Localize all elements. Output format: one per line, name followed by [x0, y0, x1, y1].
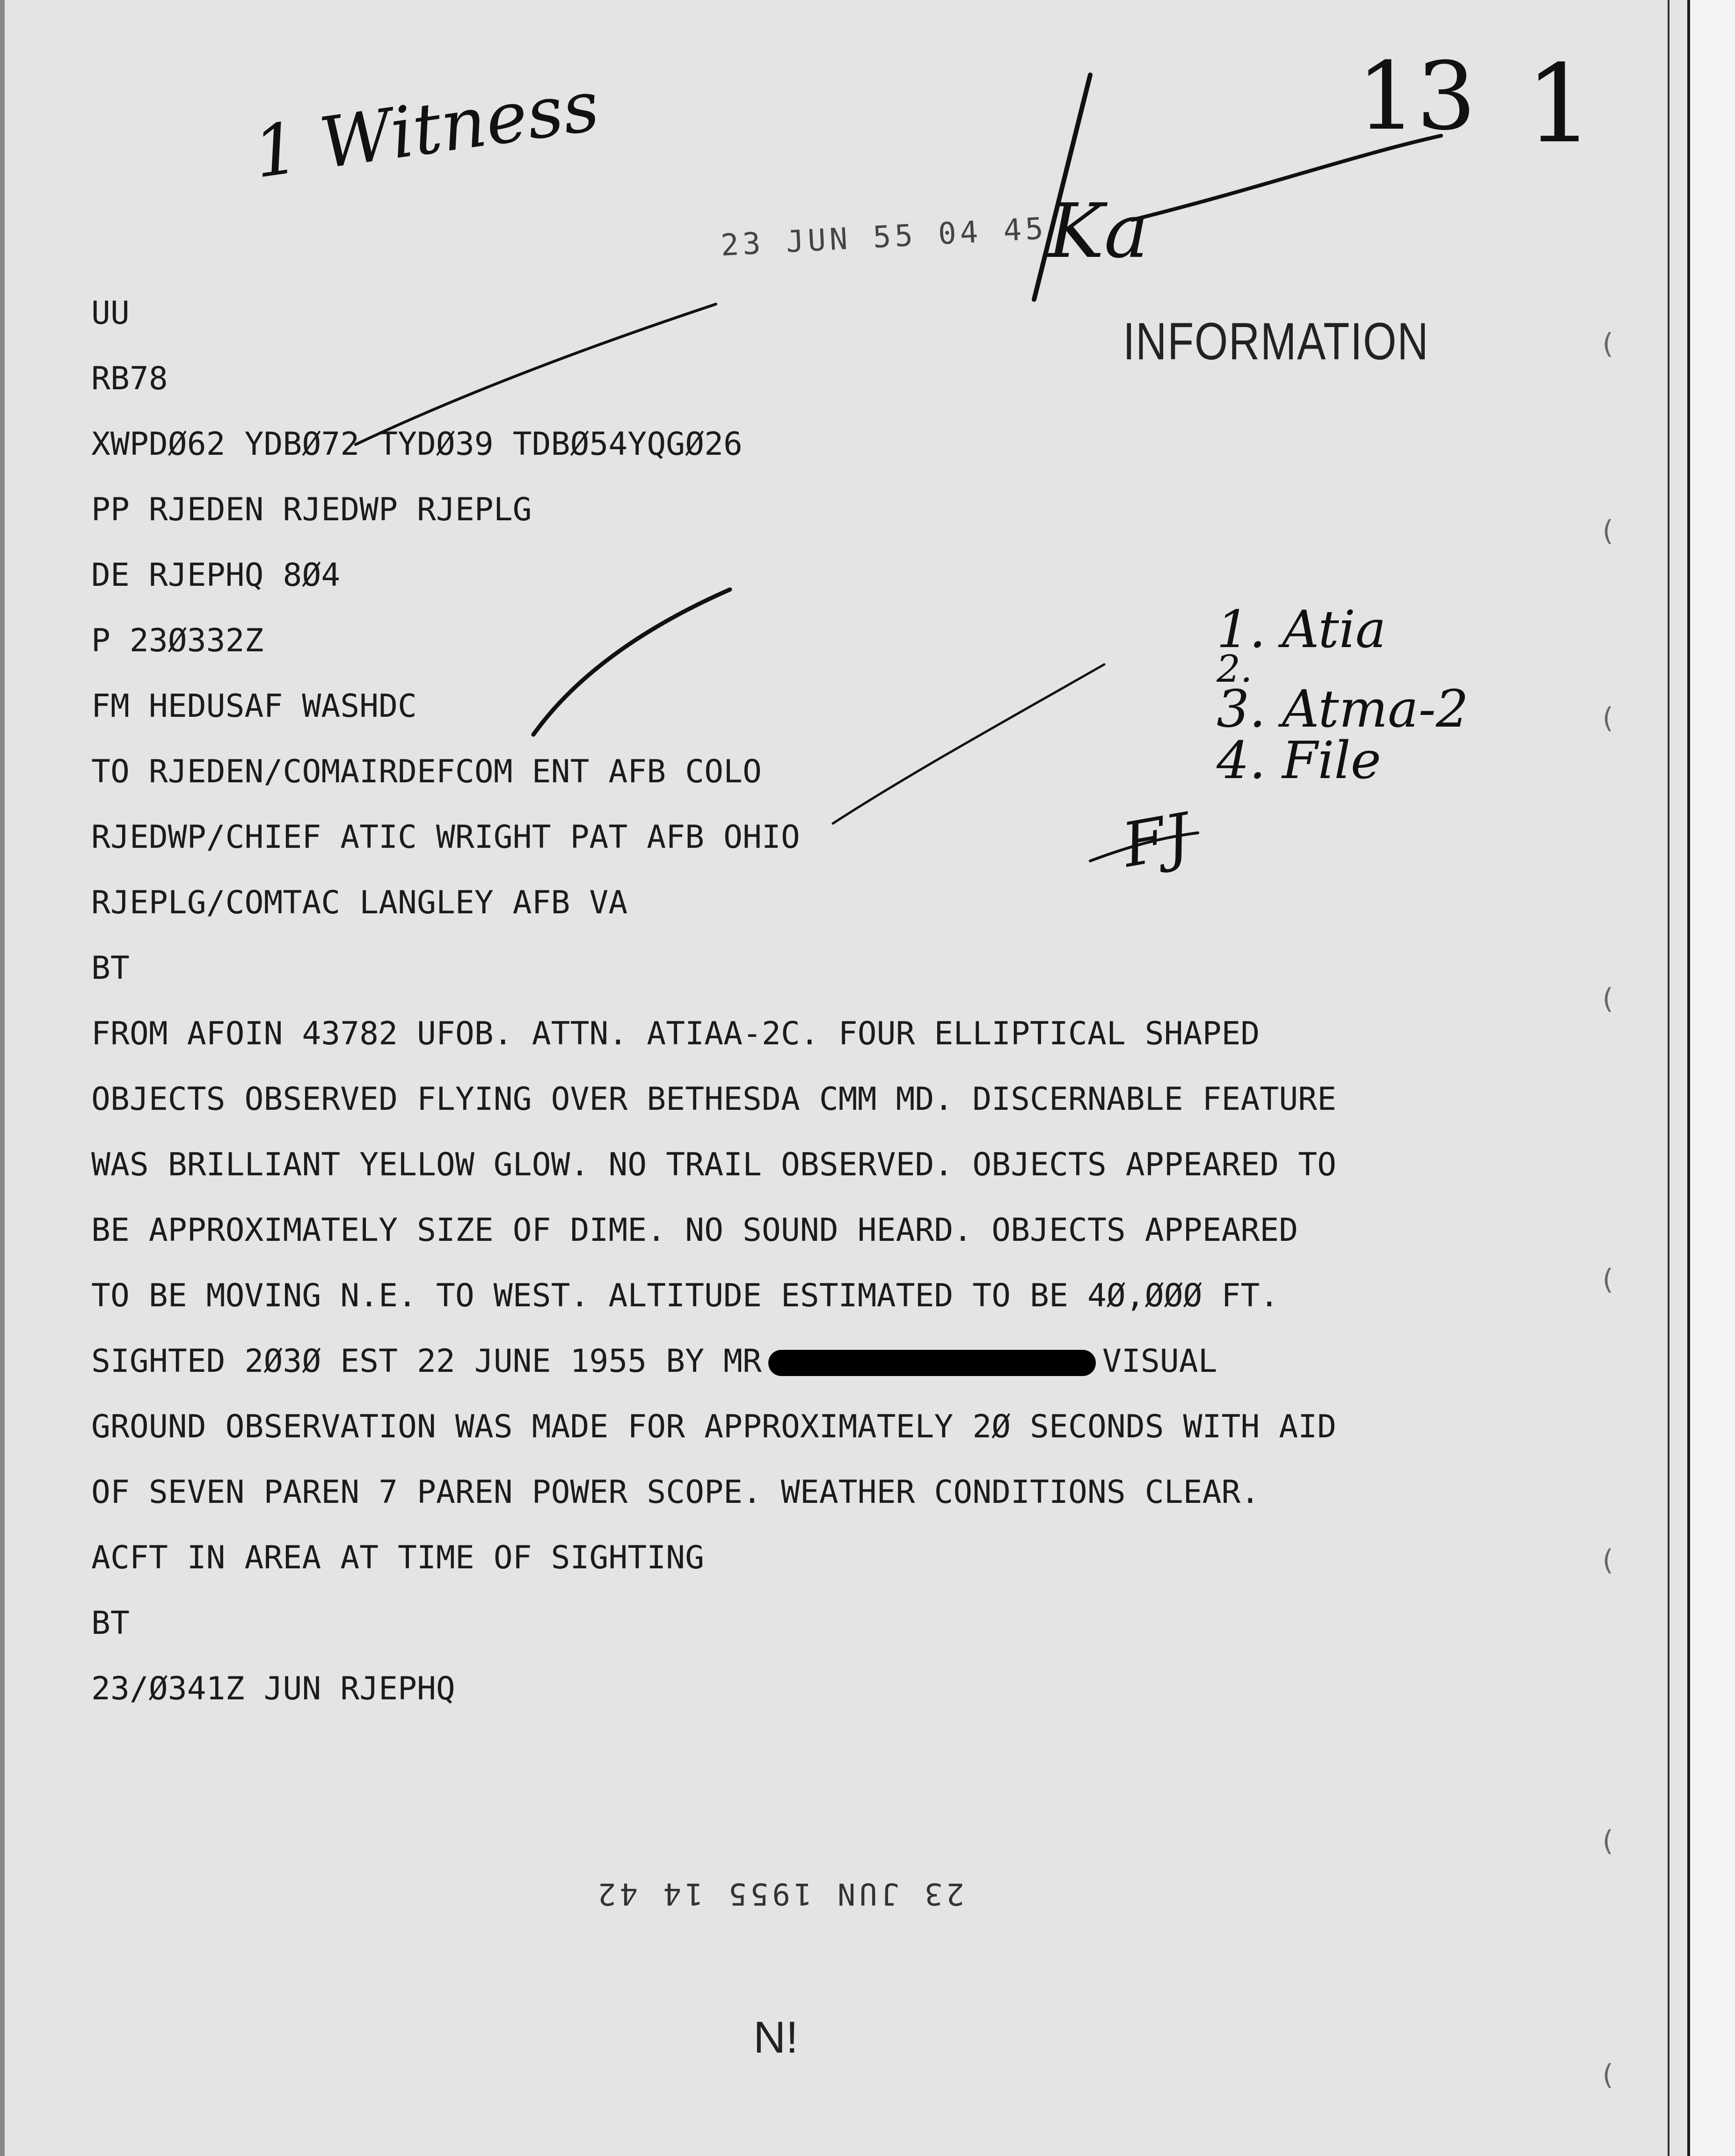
routing-item: 3. Atma-2 — [1217, 679, 1469, 739]
pen-stroke — [1132, 136, 1441, 220]
message-line: FROM AFOIN 43782 UFOB. ATTN. ATIAA-2C. FOUR ELLIPTICAL SHAPED — [91, 1015, 1260, 1052]
message-line: GROUND OBSERVATION WAS MADE FOR APPROXIMATELY 2Ø SECONDS WITH AID — [91, 1408, 1337, 1445]
margin-tick: ( — [1602, 1544, 1613, 1577]
margin-tick: ( — [1602, 1825, 1613, 1857]
classification-label: INFORMATION — [1123, 312, 1429, 371]
message-line: WAS BRILLIANT YELLOW GLOW. NO TRAIL OBSERVED. OBJECTS APPEARED TO — [91, 1146, 1337, 1183]
message-line: BE APPROXIMATELY SIZE OF DIME. NO SOUND HEARD. OBJECTS APPEARED — [91, 1212, 1298, 1249]
margin-tick: ( — [1602, 2059, 1613, 2091]
message-line: P 23Ø332Z — [91, 622, 264, 659]
routing-initials: FJ — [1117, 799, 1196, 881]
witness-note: 1 Witness — [248, 65, 604, 194]
pen-stroke — [1090, 833, 1198, 861]
message-line: FM HEDUSAF WASHDC — [91, 688, 417, 725]
margin-tick: ( — [1602, 1263, 1613, 1296]
sighted-text-after: VISUAL — [1102, 1343, 1217, 1380]
page-number: 13 — [1357, 42, 1476, 151]
sighted-text: SIGHTED 2Ø3Ø EST 22 JUNE 1955 BY MR — [91, 1343, 762, 1380]
message-line: OF SEVEN PAREN 7 PAREN POWER SCOPE. WEATHER CONDITIONS CLEAR. — [91, 1474, 1260, 1511]
margin-tick: ( — [1602, 702, 1613, 735]
routing-item: 1. Atia — [1217, 599, 1386, 659]
margin-tick: ( — [1602, 328, 1613, 360]
mark-one: 1 — [1525, 42, 1594, 167]
pen-stroke — [833, 664, 1104, 823]
margin-tick: ( — [1602, 515, 1613, 547]
margin-tick: ( — [1602, 983, 1613, 1015]
message-line: RJEDWP/CHIEF ATIC WRIGHT PAT AFB OHIO — [91, 819, 800, 856]
message-line: RB78 — [91, 360, 168, 397]
message-line: TO RJEDEN/COMAIRDEFCOM ENT AFB COLO — [91, 753, 762, 790]
routing-item: 4. File — [1217, 730, 1381, 790]
routing-item: 2. — [1217, 647, 1253, 691]
received-stamp-bottom: 23 JUN 1955 14 42 — [594, 1876, 965, 1911]
message-line: DE RJEPHQ 8Ø4 — [91, 557, 341, 594]
message-line: RJEPLG/COMTAC LANGLEY AFB VA — [91, 884, 628, 921]
message-line: TO BE MOVING N.E. TO WEST. ALTITUDE ESTIMATED TO BE 4Ø,ØØØ FT. — [91, 1277, 1279, 1314]
message-line: BT — [91, 1605, 130, 1642]
message-line: UU — [91, 295, 130, 332]
message-line: BT — [91, 950, 130, 987]
message-line: XWPDØ62 YDBØ72 TYDØ39 TDBØ54YQGØ26 — [91, 426, 743, 463]
message-line: PP RJEDEN RJEDWP RJEPLG — [91, 491, 532, 528]
received-stamp-top: 23 JUN 55 04 45 — [720, 211, 1048, 263]
pen-stroke — [533, 590, 730, 735]
initials: Ka — [1048, 187, 1149, 275]
pen-stroke — [1034, 75, 1090, 299]
pen-stroke — [356, 304, 716, 444]
message-line: 23/Ø341Z JUN RJEPHQ — [91, 1670, 455, 1707]
message-line: OBJECTS OBSERVED FLYING OVER BETHESDA CMM MD. DISCERNABLE FEATURE — [91, 1081, 1337, 1118]
message-line: ACFT IN AREA AT TIME OF SIGHTING — [91, 1539, 705, 1576]
footer-mark: N! — [753, 2012, 798, 2062]
